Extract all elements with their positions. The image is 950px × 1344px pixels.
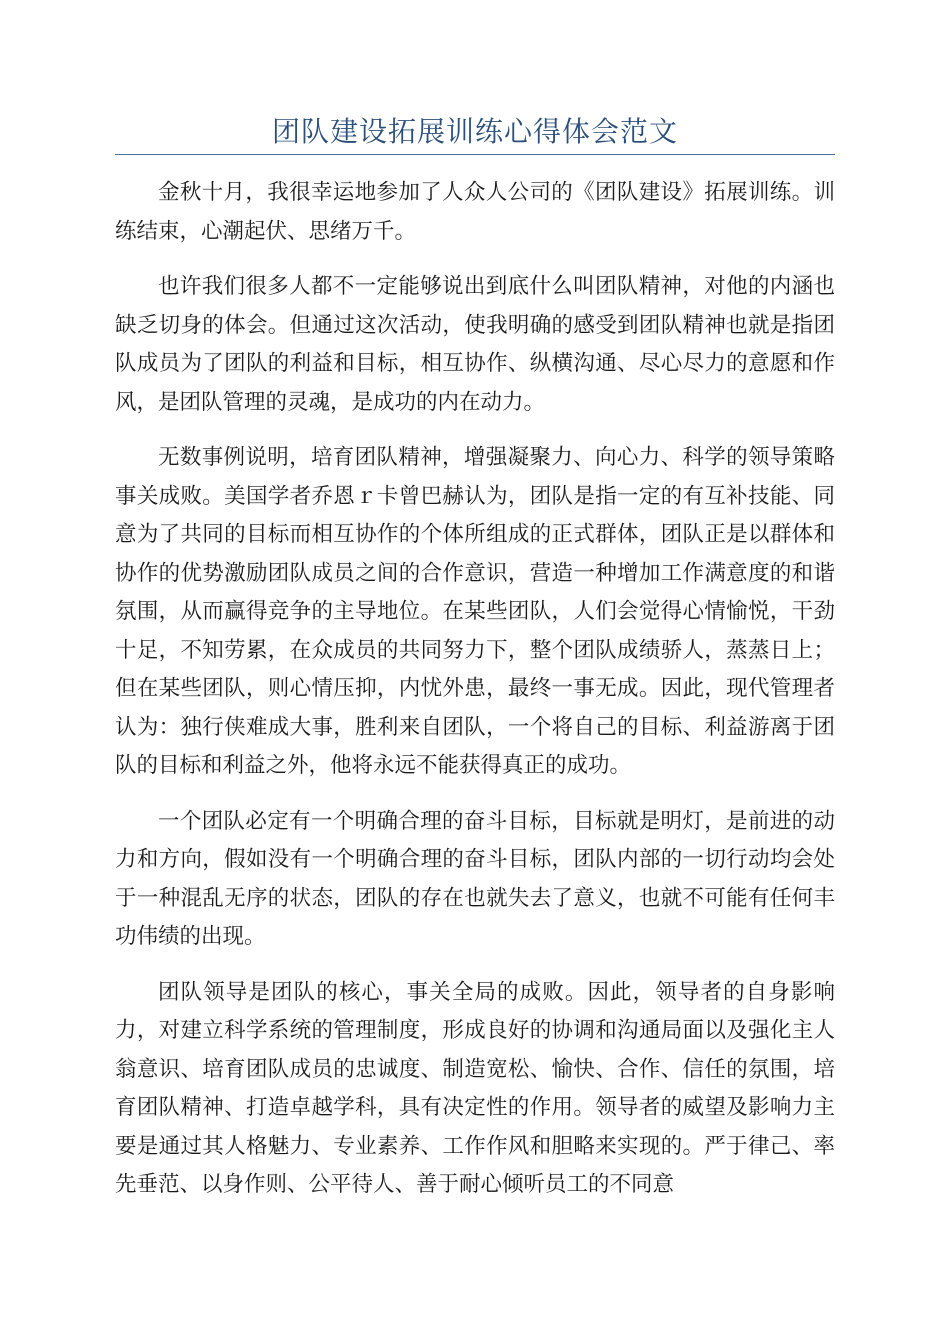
paragraph-2: 也许我们很多人都不一定能够说出到底什么叫团队精神，对他的内涵也缺乏切身的体会。但通过这次活动，使我明确的感受到团队精神也就是指团队成员为了团队的利益和目标，相互协作、纵横沟通、尽心尽力的意愿和作风，是团队管理的灵魂，是成功的内在动力。	[115, 274, 835, 415]
document-body	[115, 174, 835, 1222]
document-title: 团队建设拓展训练心得体会范文	[271, 115, 678, 148]
paragraph-1: 金秋十月，我很幸运地参加了人众人公司的《团队建设》拓展训练。训练结束，心潮起伏、思绪万千。	[115, 180, 835, 244]
paragraph-5: 团队领导是团队的核心，事关全局的成败。因此，领导者的自身影响力，对建立科学系统的管理制度，形成良好的协调和沟通局面以及强化主人翁意识、培育团队成员的忠诚度、制造宽松、愉快、合作、信任的氛围，培育团队精神、打造卓越学科，具有决定性的作用。领导者的威望及影响力主要是通过其人格魅力、专业素养、工作作风和胆略来实现的。严于律己、率先垂范、以身作则、公平待人、善于耐心倾听员工的不同意	[115, 979, 835, 1197]
paragraph-4: 一个团队必定有一个明确合理的奋斗目标，目标就是明灯，是前进的动力和方向，假如没有一个明确合理的奋斗目标，团队内部的一切行动均会处于一种混乱无序的状态，团队的存在也就失去了意义，也就不可能有任何丰功伟绩的出现。	[115, 808, 835, 949]
paragraph-3: 无数事例说明，培育团队精神，增强凝聚力、向心力、科学的领导策略事关成败。美国学者乔恩ｒ卡曾巴赫认为，团队是指一定的有互补技能、同意为了共同的目标而相互协作的个体所组成的正式群体，团队正是以群体和协作的优势激励团队成员之间的合作意识，营造一种增加工作满意度的和谐氛围，从而赢得竞争的主导地位。在某些团队，人们会觉得心情愉悦，干劲十足，不知劳累，在众成员的共同努力下，整个团队成绩骄人，蒸蒸日上；但在某些团队，则心情压抑，内忧外患，最终一事无成。因此，现代管理者认为：独行侠难成大事，胜利来自团队，一个将自己的目标、利益游离于团队的目标和利益之外，他将永远不能获得真正的成功。	[115, 445, 835, 778]
title-underline	[115, 154, 835, 155]
